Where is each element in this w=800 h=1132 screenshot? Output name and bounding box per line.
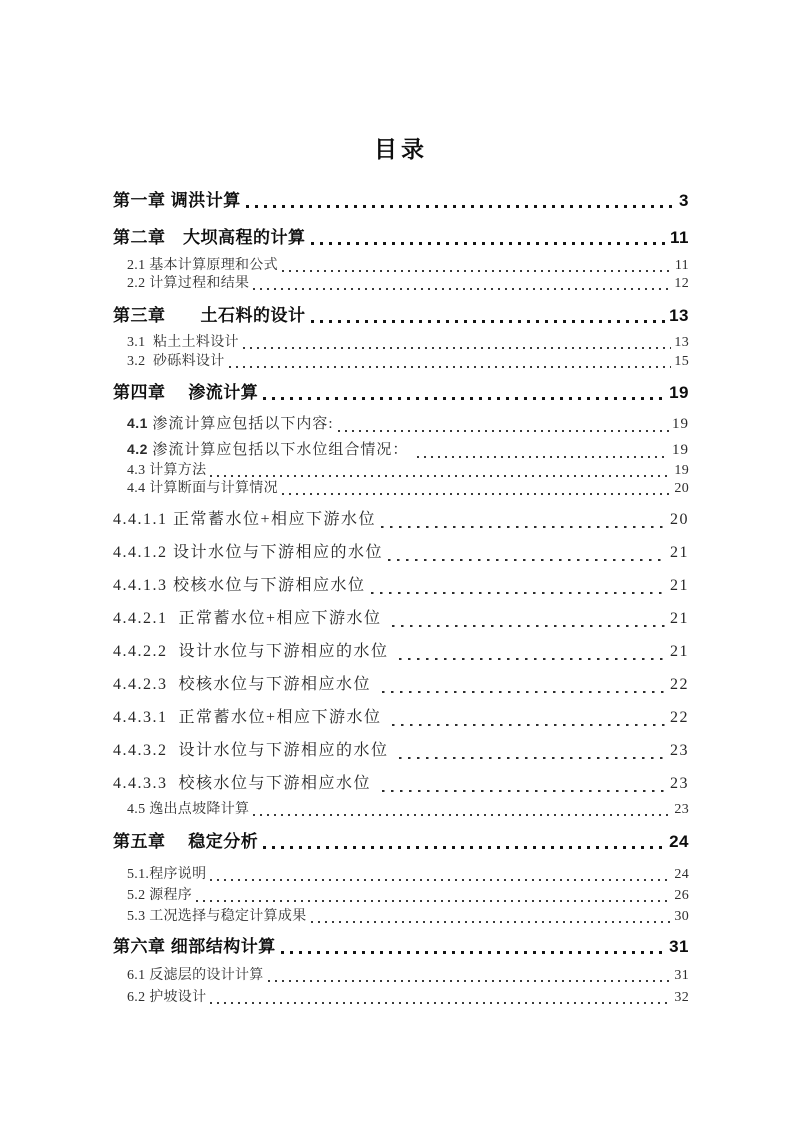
dot-leader <box>399 658 667 661</box>
toc-entry-page: 24 <box>669 832 689 851</box>
dot-leader <box>210 879 671 881</box>
toc-entry[interactable] <box>113 275 689 293</box>
toc-entry[interactable] <box>113 353 689 371</box>
toc-entry-label: 6.2 护坡设计 <box>127 990 207 1005</box>
toc-entry[interactable] <box>113 412 689 435</box>
toc-entry[interactable] <box>113 382 689 404</box>
dot-leader <box>338 430 669 432</box>
toc-entry-page: 26 <box>674 888 689 903</box>
toc-entry-label: 2.2 计算过程和结果 <box>127 276 250 291</box>
toc-entry-label: 4.4.3.3 校核水位与下游相应水位 <box>113 775 377 792</box>
toc-entry-label: 3.2 砂砾料设计 <box>127 354 225 369</box>
dot-leader <box>210 475 671 477</box>
dot-leader <box>196 900 671 902</box>
toc-entry[interactable] <box>113 866 689 884</box>
toc-entry[interactable] <box>113 257 689 275</box>
toc-entry-page: 21 <box>670 643 689 660</box>
toc-entry-page: 19 <box>672 416 689 432</box>
toc-entry-label: 5.2 源程序 <box>127 888 193 903</box>
toc-entry-page: 19 <box>672 442 689 458</box>
toc-entry-label: 4.5 逸出点坡降计算 <box>127 802 250 817</box>
toc-entry[interactable] <box>113 908 689 926</box>
dot-leader <box>246 205 676 208</box>
toc-entry[interactable] <box>113 801 689 819</box>
toc-entry[interactable] <box>113 605 689 632</box>
dot-leader <box>210 1002 671 1004</box>
dot-leader <box>311 242 668 245</box>
toc-entry[interactable] <box>113 770 689 797</box>
toc-entry-page: 13 <box>669 306 689 325</box>
toc-entry[interactable] <box>113 227 689 249</box>
toc-entry[interactable] <box>113 967 689 985</box>
dot-leader <box>382 691 667 694</box>
dot-leader <box>253 814 671 816</box>
toc-entry-label: 3.1 粘土土料设计 <box>127 335 239 350</box>
dot-leader <box>311 320 667 323</box>
toc-entry-label: 4.4.1.3 校核水位与下游相应水位 <box>113 577 366 594</box>
toc-entry[interactable] <box>113 638 689 665</box>
dot-leader <box>263 397 666 400</box>
toc-entry-number: 4.1 <box>127 415 153 431</box>
toc-entry[interactable] <box>113 334 689 352</box>
dot-leader <box>229 366 672 368</box>
toc-entry[interactable] <box>113 305 689 327</box>
page-title: 目录 <box>374 136 428 162</box>
toc-entry-page: 23 <box>670 775 689 792</box>
dot-leader <box>282 270 672 272</box>
toc-entry-page: 11 <box>674 258 689 273</box>
dot-leader <box>282 493 671 495</box>
table-of-contents <box>113 132 689 1007</box>
dot-leader <box>268 980 672 982</box>
dot-leader <box>311 921 672 923</box>
toc-entry-page: 11 <box>670 228 689 247</box>
dot-leader <box>388 559 667 562</box>
toc-entry-label: 第二章 大坝高程的计算 <box>113 228 306 247</box>
toc-entry-page: 12 <box>674 276 689 291</box>
dot-leader <box>243 347 672 349</box>
toc-entry-page: 20 <box>670 511 689 528</box>
dot-leader <box>253 288 671 290</box>
toc-entry-number: 4.2 <box>127 441 153 457</box>
toc-entry[interactable] <box>113 936 689 958</box>
toc-entry-label: 第三章 土石料的设计 <box>113 306 306 325</box>
toc-entry-label: 4.4.1.1 正常蓄水位+相应下游水位 <box>113 511 377 528</box>
dot-leader <box>382 790 667 793</box>
toc-entry[interactable] <box>113 704 689 731</box>
toc-entry-page: 19 <box>674 463 689 478</box>
toc-entry-label: 第六章 细部结构计算 <box>113 937 276 956</box>
toc-entry-label: 4.4.2.1 正常蓄水位+相应下游水位 <box>113 610 388 627</box>
toc-entry[interactable] <box>113 887 689 905</box>
toc-entry-page: 31 <box>674 968 689 983</box>
toc-entry-label: 4.4.1.2 设计水位与下游相应的水位 <box>113 544 384 561</box>
toc-entry-page: 23 <box>674 802 689 817</box>
toc-entry-label: 4.4.2.3 校核水位与下游相应水位 <box>113 676 377 693</box>
toc-entry-label: 4.4.2.2 设计水位与下游相应的水位 <box>113 643 395 660</box>
dot-leader <box>392 724 667 727</box>
toc-entry-page: 3 <box>679 191 689 210</box>
toc-entry-page: 22 <box>670 676 689 693</box>
toc-entry-page: 21 <box>670 544 689 561</box>
toc-entry-label: 4.4.3.2 设计水位与下游相应的水位 <box>113 742 395 759</box>
toc-entry-page: 31 <box>669 937 689 956</box>
toc-entry-label: 第一章 调洪计算 <box>113 191 241 210</box>
toc-entry[interactable] <box>113 572 689 599</box>
dot-leader <box>399 757 667 760</box>
toc-entry-page: 23 <box>670 742 689 759</box>
toc-entry-label: 6.1 反滤层的设计计算 <box>127 968 264 983</box>
toc-entry[interactable] <box>113 737 689 764</box>
dot-leader <box>392 625 667 628</box>
toc-entry-label: 5.3 工况选择与稳定计算成果 <box>127 909 307 924</box>
toc-entry[interactable] <box>113 506 689 533</box>
toc-entry-label: 渗流计算应包括以下内容: <box>152 416 334 432</box>
toc-entry[interactable] <box>113 462 689 480</box>
toc-entry-label: 5.1.程序说明 <box>127 867 207 882</box>
toc-entry-page: 21 <box>670 610 689 627</box>
toc-entry-label: 第五章 稳定分析 <box>113 832 259 851</box>
toc-entry-label: 第四章 渗流计算 <box>113 383 259 402</box>
toc-entry[interactable] <box>113 539 689 566</box>
toc-entry-page: 21 <box>670 577 689 594</box>
toc-entry-label: 渗流计算应包括以下水位组合情况： <box>152 442 414 458</box>
dot-leader <box>417 456 669 458</box>
toc-entry[interactable] <box>113 989 689 1007</box>
toc-entry-label: 2.1 基本计算原理和公式 <box>127 258 278 273</box>
toc-entry[interactable] <box>113 831 689 853</box>
dot-leader <box>281 951 666 954</box>
toc-entry-page: 19 <box>669 383 689 402</box>
toc-entry-label: 4.4.3.1 正常蓄水位+相应下游水位 <box>113 709 388 726</box>
toc-entry[interactable] <box>113 671 689 698</box>
dot-leader <box>371 592 667 595</box>
toc-entry-label: 4.4 计算断面与计算情况 <box>127 481 278 496</box>
dot-leader <box>263 846 666 849</box>
dot-leader <box>381 526 667 529</box>
toc-entry-page: 13 <box>674 335 689 350</box>
toc-entry[interactable] <box>113 190 689 212</box>
toc-entry-page: 30 <box>674 909 689 924</box>
toc-entry-page: 24 <box>674 867 689 882</box>
toc-entry-label: 4.3 计算方法 <box>127 463 207 478</box>
toc-entry-page: 32 <box>674 990 689 1005</box>
toc-entry-page: 20 <box>674 481 689 496</box>
toc-entry-page: 15 <box>674 354 689 369</box>
toc-entry[interactable] <box>113 480 689 498</box>
toc-entry[interactable] <box>113 438 689 461</box>
toc-entry-page: 22 <box>670 709 689 726</box>
